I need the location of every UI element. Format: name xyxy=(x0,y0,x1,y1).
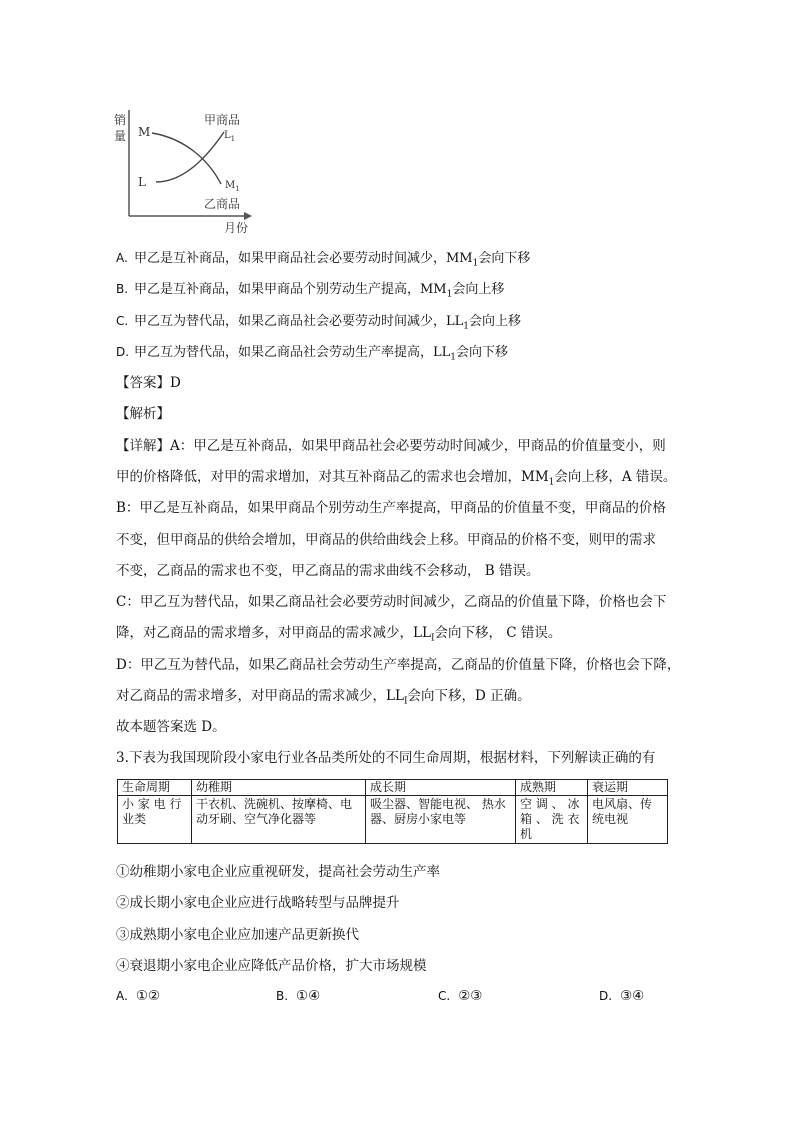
y-axis-label-1: 销 xyxy=(114,113,127,127)
q2-option-a: A. 甲乙是互补商品，如果甲商品社会必要劳动时间减少，$MM_1$会向下移 xyxy=(116,251,531,269)
answer-tag: 【答案】 xyxy=(116,375,170,391)
table-header: 幼稚期 xyxy=(192,780,366,796)
analysis-tag: 【解析】 xyxy=(116,406,170,422)
label-m: M xyxy=(138,125,151,139)
detail-line-7: 降，对乙商品的需求增多，对甲商品的需求减少，$LL_I$会向下移， C 错误。 xyxy=(116,625,562,644)
table-header: 成熟期 xyxy=(516,780,588,796)
table-header: 衰运期 xyxy=(588,780,668,796)
demand-curve-figure xyxy=(112,102,260,238)
q3-statement-2: ②成长期小家电企业应进行战略转型与品牌提升 xyxy=(116,895,400,911)
series-top-label: 甲商品 xyxy=(204,113,241,127)
q3-statement-4: ④衰退期小家电企业应降低产品价格，扩大市场规模 xyxy=(116,958,427,974)
q3-choice-b: B. ①④ xyxy=(276,988,321,1004)
q3-choice-d: D. ③④ xyxy=(599,988,645,1004)
table-header: 成长期 xyxy=(366,780,516,796)
label-l1: $L_1$ xyxy=(224,130,236,143)
table-header-row xyxy=(118,780,668,796)
label-l: L xyxy=(138,175,146,189)
label-m1: $M_1$ xyxy=(225,180,240,193)
table-cell: 小 家 电 行 业类 xyxy=(118,796,192,844)
curve-ll1 xyxy=(156,132,224,182)
q3-stem: 3.下表为我国现阶段小家电行业各品类所处的不同生命周期，根据材料，下列解读正确的有 xyxy=(116,750,656,766)
detail-line-6: C：甲乙互为替代品，如果乙商品社会必要劳动时间减少，乙商品的价值量下降，价格也会下 xyxy=(116,594,667,610)
x-axis-label: 月份 xyxy=(224,221,249,235)
life-cycle-table xyxy=(117,779,668,844)
q3-statement-3: ③成熟期小家电企业应加速产品更新换代 xyxy=(116,927,359,943)
detail-line-2: 甲的价格降低，对甲的需求增加，对其互补商品乙的需求也会增加，$MM_1$会向上移，A 错误。 xyxy=(116,469,677,488)
q2-option-b: B. 甲乙是互补商品，如果甲商品个别劳动生产提高，$MM_1$会向上移 xyxy=(116,282,505,300)
table-cell: 空 调 、 冰箱 、 洗 衣机 xyxy=(516,796,588,844)
x-axis-arrow xyxy=(244,212,252,220)
table-row xyxy=(118,796,668,844)
detail-line-9: 对乙商品的需求增多，对甲商品的需求减少，$LL_I$会向下移，D 正确。 xyxy=(116,688,531,707)
demand-curve-graph xyxy=(112,102,260,238)
q2-option-c: C. 甲乙互为替代品，如果乙商品社会必要劳动时间减少，$LL_1$会向上移 xyxy=(116,314,522,332)
q3-choice-c: C. ②③ xyxy=(438,988,483,1004)
detail-line-1: 【详解】A：甲乙是互补商品，如果甲商品社会必要劳动时间减少，甲商品的价值量变小，则 xyxy=(116,438,666,454)
table-cell: 电风扇、传统电视 xyxy=(588,796,668,844)
q3-choice-a: A. ①② xyxy=(116,988,161,1004)
detail-line-4: 不变，但甲商品的供给会增加，甲商品的供给曲线会上移。甲商品的价格不变，则甲的需求 xyxy=(116,532,656,548)
curve-mm1 xyxy=(152,133,221,184)
detail-line-3: B：甲乙是互补商品，如果甲商品个别劳动生产率提高，甲商品的价值量不变，甲商品的价格 xyxy=(116,500,666,516)
table-cell: 干衣机、洗碗机、按摩椅、电动牙刷、空气净化器等 xyxy=(192,796,366,844)
q3-statement-1: ①幼稚期小家电企业应重视研发，提高社会劳动生产率 xyxy=(116,864,440,880)
q2-option-d: D. 甲乙互为替代品，如果乙商品社会劳动生产率提高，$LL_1$会向下移 xyxy=(116,345,509,363)
y-axis-label-2: 量 xyxy=(114,129,127,143)
detail-line-8: D：甲乙互为替代品，如果乙商品社会劳动生产率提高，乙商品的价值量下降，价格也会下降， xyxy=(116,657,681,673)
series-bottom-label: 乙商品 xyxy=(204,197,241,211)
detail-line-5: 不变，乙商品的需求也不变，甲乙商品的需求曲线不会移动， B 错误。 xyxy=(116,563,540,579)
table-header: 生命周期 xyxy=(118,780,192,796)
table-cell: 吸尘器、智能电视、 热水器、厨房小家电等 xyxy=(366,796,516,844)
detail-conclusion: 故本题答案选 D。 xyxy=(116,719,226,735)
answer-value: D xyxy=(170,375,181,391)
answer-line xyxy=(116,373,181,393)
